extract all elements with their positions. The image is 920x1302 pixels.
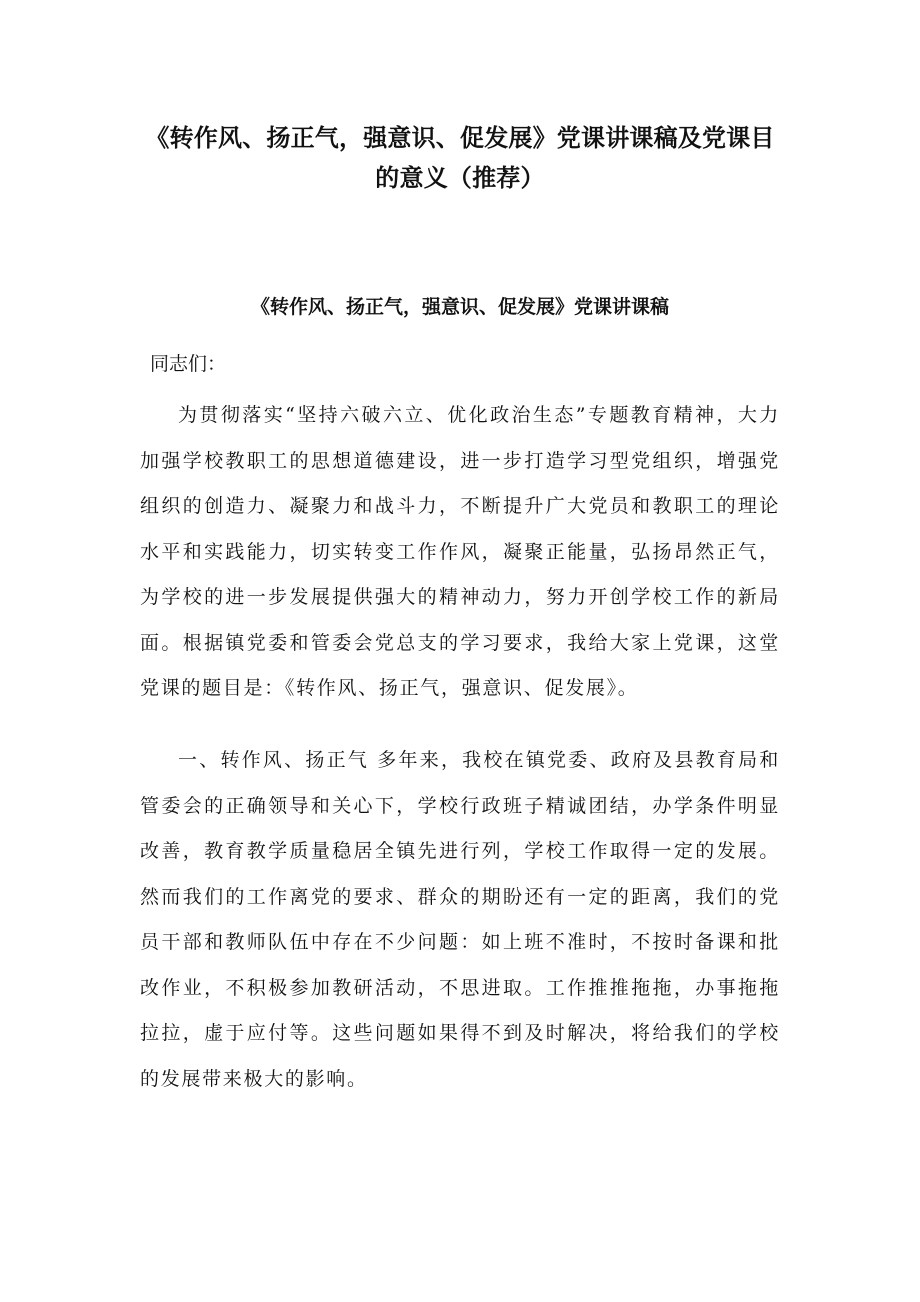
body-paragraph-1: 为贯彻落实“坚持六破六立、优化政治生态”专题教育精神，大力加强学校教职工的思想道德建设，进一步打造学习型党组织，增强党组织的创造力、凝聚力和战斗力，不断提升广大党员和教职工的理论水平和实践能力，切实转变工作作风，凝聚正能量，弘扬昂然正气，为学校的进一步发展提供强大的精神动力，努力开创学校工作的新局面。根据镇党委和管委会党总支的学习要求，我给大家上党课，这堂党课的题目是：《转作风、扬正气，强意识、促发展》。 [140, 404, 780, 699]
document-title: 《转作风、扬正气，强意识、促发展》党课讲课稿及党课目的意义（推荐） [145, 124, 775, 192]
section-heading: 《转作风、扬正气，强意识、促发展》党课讲课稿 [250, 296, 669, 318]
greeting: 同志们： [150, 353, 227, 375]
body-paragraph-2: 一、转作风、扬正气 多年来，我校在镇党委、政府及县教育局和管委会的正确领导和关心下，学校行政班子精诚团结，办学条件明显改善，教育教学质量稳居全镇先进行列，学校工作取得一定的发展。然而我们的工作离党的要求、群众的期盼还有一定的距离，我们的党员干部和教师队伍中存在不少问题：如上班不准时，不按时备课和批改作业，不积极参加教研活动，不思进取。工作推推拖拖，办事拖拖拉拉，虚于应付等。这些问题如果得不到及时解决，将给我们的学校的发展带来极大的影响。 [140, 749, 780, 1090]
